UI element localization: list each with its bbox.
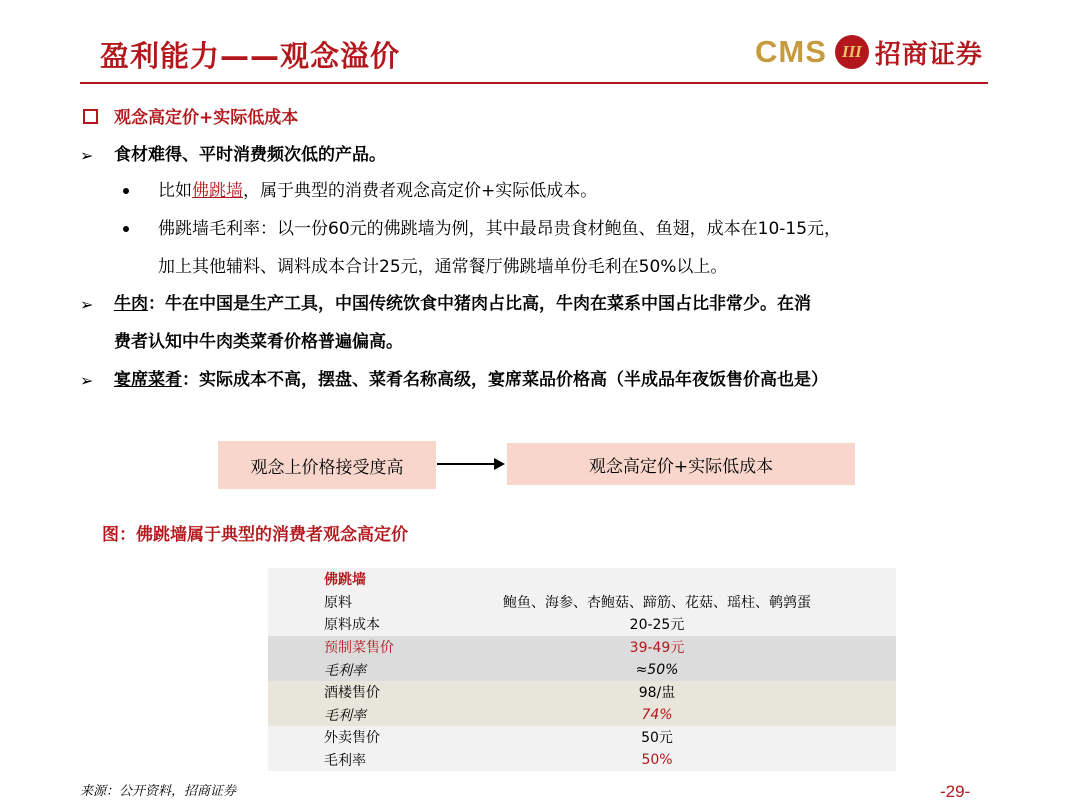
bullet-1: 食材难得、平时消费频次低的产品。 <box>114 145 386 165</box>
banquet-keyword: 宴席菜肴 <box>114 370 182 390</box>
table-row: 毛利率 74% <box>268 704 896 727</box>
square-bullet-icon <box>83 109 98 124</box>
flow-box-left: 观念上价格接受度高 <box>218 441 436 489</box>
table-title: 佛跳墙 <box>324 572 366 589</box>
table-row: 酒楼售价 98/盅 <box>268 681 896 704</box>
beef-keyword: 牛肉 <box>114 294 148 314</box>
arrow-bullet-icon: ➢ <box>80 295 94 314</box>
table-row: 外卖售价 50元 <box>268 726 896 749</box>
section-heading: 观念高定价+实际低成本 <box>114 108 299 128</box>
arrow-bullet-icon: ➢ <box>80 371 94 390</box>
fotiaoqiang-table <box>268 568 896 771</box>
source-note: 来源：公开资料，招商证券 <box>80 784 237 799</box>
dot-bullet-icon <box>123 226 129 232</box>
bullet-1-sub-1: 比如佛跳墙，属于典型的消费者观念高定价+实际低成本。 <box>158 181 598 201</box>
logo <box>755 32 983 72</box>
table-row: 原料 鲍鱼、海参、杏鲍菇、蹄筋、花菇、瑶柱、鹌鹑蛋 <box>268 591 896 614</box>
header-divider <box>80 82 988 84</box>
logo-emblem-icon: III <box>835 35 869 69</box>
logo-company-name: 招商证券 <box>874 39 983 70</box>
logo-cms-text: CMS <box>755 34 827 69</box>
arrow-bullet-icon: ➢ <box>80 146 94 165</box>
figure-caption: 图：佛跳墙属于典型的消费者观念高定价 <box>102 525 408 545</box>
table-title-row <box>268 568 896 591</box>
table-row: 毛利率 50% <box>268 749 896 772</box>
bullet-2-line-2: 费者认知中牛肉类菜肴价格普遍偏高。 <box>114 332 403 352</box>
table-row: 原料成本 20-25元 <box>268 613 896 636</box>
flow-arrow <box>437 463 497 465</box>
page-title: 盈利能力——观念溢价 <box>100 39 401 73</box>
arrow-right-icon <box>494 458 505 470</box>
page-number: -29- <box>940 782 971 801</box>
bullet-3: 宴席菜肴：实际成本不高，摆盘、菜肴名称高级，宴席菜品价格高（半成品年夜饭售价高也是） <box>114 370 828 390</box>
bullet-1-sub-2-line-1: 佛跳墙毛利率：以一份60元的佛跳墙为例，其中最昂贵食材鲍鱼、鱼翅，成本在10-15元， <box>158 219 842 239</box>
table-row: 预制菜售价 39-49元 <box>268 636 896 659</box>
table-row: 毛利率 ≈50% <box>268 658 896 681</box>
bullet-1-sub-2-line-2: 加上其他辅料、调料成本合计25元，通常餐厅佛跳墙单份毛利在50%以上。 <box>158 257 728 277</box>
flow-box-right: 观念高定价+实际低成本 <box>507 443 855 485</box>
bullet-2-line-1: 牛肉：牛在中国是生产工具，中国传统饮食中猪肉占比高，牛肉在菜系中国占比非常少。在消 <box>114 294 811 314</box>
dot-bullet-icon <box>123 188 129 194</box>
fotiaoqiang-link[interactable]: 佛跳墙 <box>192 181 243 201</box>
